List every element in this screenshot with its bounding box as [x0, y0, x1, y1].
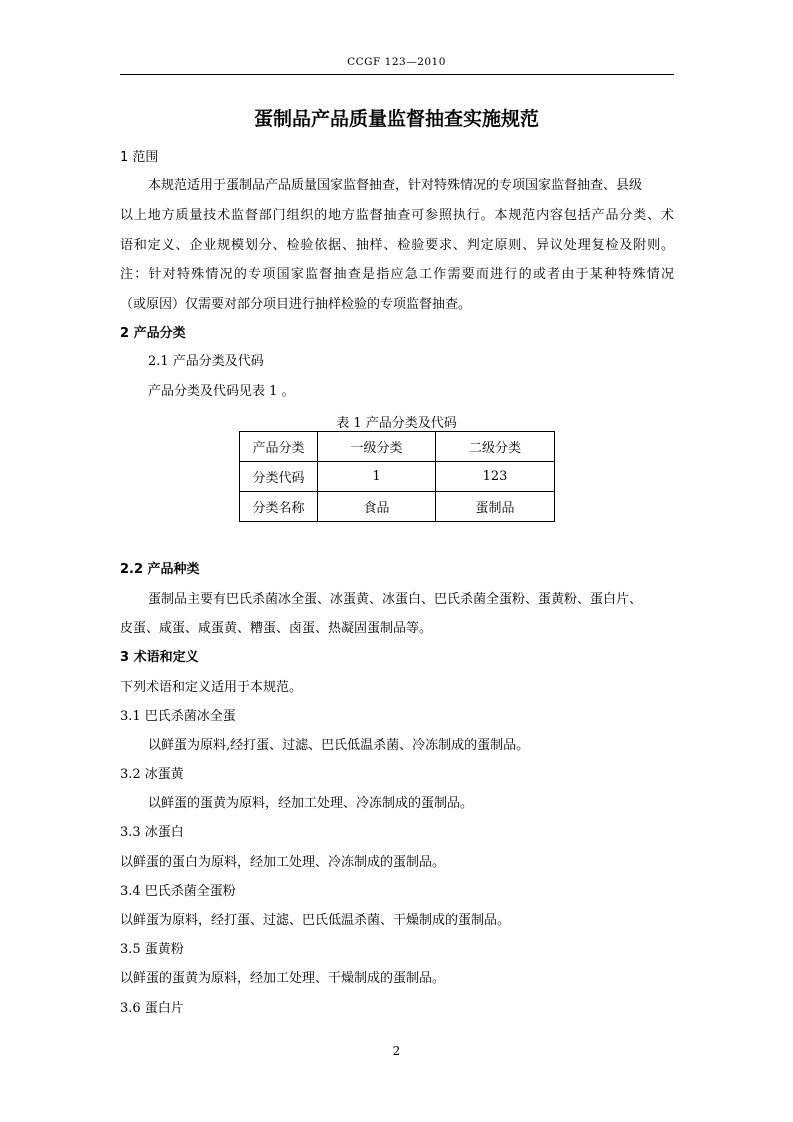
paragraph-line: 蛋制品主要有巴氏杀菌冰全蛋、冰蛋黄、冰蛋白、巴氏杀菌全蛋粉、蛋黄粉、蛋白片、	[148, 592, 643, 607]
table-cell: 分类名称	[240, 492, 318, 522]
table-cell: 分类代码	[240, 462, 318, 492]
classification-table	[239, 431, 555, 522]
paragraph-line: 以上地方质量技术监督部门组织的地方监督抽查可参照执行。本规范内容包括产品分类、术	[120, 208, 674, 223]
table-cell: 食品	[318, 492, 436, 522]
table-cell: 1	[318, 462, 436, 492]
term-label: 3.3 冰蛋白	[120, 825, 184, 840]
table-row	[240, 492, 555, 522]
table-caption: 表 1 产品分类及代码	[336, 416, 457, 431]
table-row	[240, 462, 555, 492]
table-row	[240, 432, 555, 462]
table-cell: 一级分类	[318, 432, 436, 462]
note-line: 注：针对特殊情况的专项国家监督抽查是指应急工作需要而进行的或者由于某种特殊情况	[120, 267, 674, 282]
table-cell: 二级分类	[436, 432, 555, 462]
note-line: （或原因）仅需要对部分项目进行抽样检验的专项监督抽查。	[120, 297, 472, 312]
term-label: 3.1 巴氏杀菌冰全蛋	[120, 709, 236, 724]
page-title: 蛋制品产品质量监督抽查实施规范	[253, 108, 539, 130]
section-heading-product-classification: 2 产品分类	[120, 326, 186, 341]
paragraph-line: 语和定义、企业规模划分、检验依据、抽样、检验要求、判定原则、异议处理复检及附则。	[120, 238, 674, 253]
term-definition: 以鲜蛋为原料,经打蛋、过滤、巴氏低温杀菌、冷冻制成的蛋制品。	[148, 738, 530, 753]
paragraph-line: 下列术语和定义适用于本规范。	[120, 680, 303, 695]
paragraph-line: 产品分类及代码见表 1 。	[148, 384, 295, 399]
subsection-heading-product-types: 2.2 产品种类	[120, 562, 200, 577]
term-definition: 以鲜蛋的蛋白为原料，经加工处理、冷冻制成的蛋制品。	[120, 855, 446, 870]
term-label: 3.6 蛋白片	[120, 1001, 184, 1016]
term-definition: 以鲜蛋为原料，经打蛋、过滤、巴氏低温杀菌、干燥制成的蛋制品。	[120, 913, 511, 928]
term-definition: 以鲜蛋的蛋黄为原料，经加工处理、冷冻制成的蛋制品。	[148, 796, 474, 811]
term-label: 3.2 冰蛋黄	[120, 767, 184, 782]
table-cell: 产品分类	[240, 432, 318, 462]
header-standard-code: CCGF 123—2010	[347, 56, 446, 68]
paragraph-line: 皮蛋、咸蛋、咸蛋黄、糟蛋、卤蛋、热凝固蛋制品等。	[120, 621, 433, 636]
section-heading-terms-definitions: 3 术语和定义	[120, 650, 199, 665]
term-label: 3.5 蛋黄粉	[120, 942, 184, 957]
subsection-heading-classification-code: 2.1 产品分类及代码	[148, 354, 264, 369]
page-number: 2	[392, 1044, 401, 1058]
header-divider	[120, 74, 674, 75]
term-label: 3.4 巴氏杀菌全蛋粉	[120, 884, 236, 899]
paragraph-line: 本规范适用于蛋制品产品质量国家监督抽查，针对特殊情况的专项国家监督抽查、县级	[148, 178, 643, 193]
term-definition: 以鲜蛋的蛋黄为原料，经加工处理、干燥制成的蛋制品。	[120, 971, 446, 986]
table-cell: 蛋制品	[436, 492, 555, 522]
section-heading-scope: 1 范围	[120, 150, 159, 165]
table-cell: 123	[436, 462, 555, 492]
